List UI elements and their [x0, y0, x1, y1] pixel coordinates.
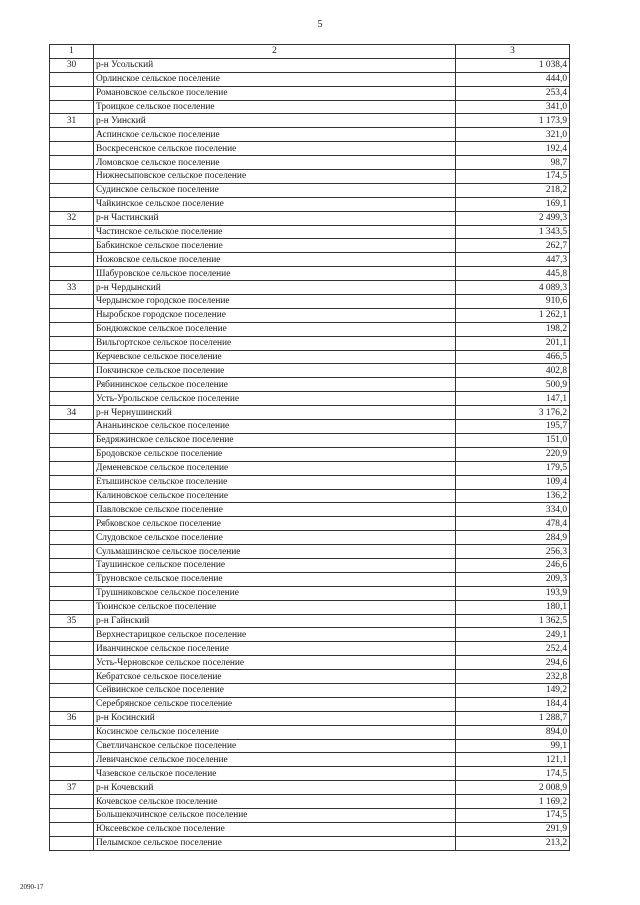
table-row: [50, 461, 570, 475]
table-row: [50, 572, 570, 586]
row-value: 500,9: [456, 378, 570, 392]
table-row: [50, 683, 570, 697]
row-number: [50, 725, 94, 739]
row-number: [50, 336, 94, 350]
row-number: 32: [50, 211, 94, 225]
table-row: [50, 406, 570, 420]
row-number: [50, 475, 94, 489]
table-row: [50, 128, 570, 142]
row-number: 31: [50, 114, 94, 128]
row-value: 99,1: [456, 739, 570, 753]
table-row: [50, 253, 570, 267]
row-name: Бедряжинское сельское поселение: [94, 433, 456, 447]
row-number: [50, 600, 94, 614]
row-value: 246,6: [456, 558, 570, 572]
table-row: [50, 183, 570, 197]
table-row: [50, 781, 570, 795]
table-row: [50, 489, 570, 503]
table-row: [50, 114, 570, 128]
row-number: [50, 100, 94, 114]
row-value: 445,8: [456, 267, 570, 281]
row-value: 894,0: [456, 725, 570, 739]
row-name: Светличанское сельское поселение: [94, 739, 456, 753]
row-name: Романовское сельское поселение: [94, 86, 456, 100]
row-value: 184,4: [456, 697, 570, 711]
row-number: [50, 531, 94, 545]
row-name: Судинское сельское поселение: [94, 183, 456, 197]
row-number: [50, 364, 94, 378]
table-row: [50, 225, 570, 239]
row-value: 1 362,5: [456, 614, 570, 628]
row-number: 36: [50, 711, 94, 725]
row-name: Рябковское сельское поселение: [94, 517, 456, 531]
table-row: [50, 197, 570, 211]
row-value: 1 288,7: [456, 711, 570, 725]
row-number: [50, 378, 94, 392]
row-number: [50, 683, 94, 697]
row-value: 147,1: [456, 392, 570, 406]
table-row: [50, 739, 570, 753]
row-number: [50, 392, 94, 406]
row-number: [50, 420, 94, 434]
row-name: Керчевское сельское поселение: [94, 350, 456, 364]
row-name: Верхнестарицкое сельское поселение: [94, 628, 456, 642]
row-number: [50, 447, 94, 461]
row-number: [50, 183, 94, 197]
row-name: Павловское сельское поселение: [94, 503, 456, 517]
row-number: [50, 808, 94, 822]
row-name: Кебратское сельское поселение: [94, 670, 456, 684]
row-value: 2 499,3: [456, 211, 570, 225]
row-name: Воскресенское сельское поселение: [94, 142, 456, 156]
row-value: 220,9: [456, 447, 570, 461]
row-name: Таушинское сельское поселение: [94, 558, 456, 572]
row-value: 284,9: [456, 531, 570, 545]
row-value: 447,3: [456, 253, 570, 267]
table-row: [50, 239, 570, 253]
row-number: [50, 517, 94, 531]
row-value: 256,3: [456, 545, 570, 559]
row-name: Сульмашинское сельское поселение: [94, 545, 456, 559]
header-col-3: 3: [456, 45, 570, 59]
table-row: [50, 767, 570, 781]
table-row: [50, 308, 570, 322]
row-value: 192,4: [456, 142, 570, 156]
table-row: [50, 628, 570, 642]
row-value: 179,5: [456, 461, 570, 475]
row-name: Шабуровское сельское поселение: [94, 267, 456, 281]
row-value: 195,7: [456, 420, 570, 434]
row-value: 478,4: [456, 517, 570, 531]
row-number: [50, 295, 94, 309]
row-value: 109,4: [456, 475, 570, 489]
table-row: [50, 364, 570, 378]
row-number: [50, 697, 94, 711]
row-number: [50, 308, 94, 322]
row-name: Бондюжское сельское поселение: [94, 322, 456, 336]
row-name: Усть-Урольское сельское поселение: [94, 392, 456, 406]
row-name: Ломовское сельское поселение: [94, 156, 456, 170]
row-number: [50, 433, 94, 447]
row-value: 193,9: [456, 586, 570, 600]
table-header-row: [50, 45, 570, 59]
row-number: [50, 350, 94, 364]
row-name: Кочевское сельское поселение: [94, 795, 456, 809]
row-name: Троицкое сельское поселение: [94, 100, 456, 114]
row-value: 174,5: [456, 808, 570, 822]
row-value: 1 169,2: [456, 795, 570, 809]
table-row: [50, 142, 570, 156]
row-name: р-н Усольский: [94, 58, 456, 72]
table-row: [50, 211, 570, 225]
row-value: 252,4: [456, 642, 570, 656]
row-number: [50, 142, 94, 156]
row-number: [50, 586, 94, 600]
row-number: [50, 822, 94, 836]
row-name: Чердынское городское поселение: [94, 295, 456, 309]
row-name: Ныробское городское поселение: [94, 308, 456, 322]
table-row: [50, 725, 570, 739]
row-number: [50, 170, 94, 184]
row-number: [50, 267, 94, 281]
row-name: Труновское сельское поселение: [94, 572, 456, 586]
row-name: Орлинское сельское поселение: [94, 72, 456, 86]
table-row: [50, 614, 570, 628]
row-name: Левичанское сельское поселение: [94, 753, 456, 767]
row-name: Слудовское сельское поселение: [94, 531, 456, 545]
table-row: [50, 267, 570, 281]
row-name: Иванчинское сельское поселение: [94, 642, 456, 656]
row-value: 151,0: [456, 433, 570, 447]
header-col-1: 1: [50, 45, 94, 59]
table-row: [50, 420, 570, 434]
row-name: Трушниковское сельское поселение: [94, 586, 456, 600]
row-number: [50, 656, 94, 670]
row-name: Покчинское сельское поселение: [94, 364, 456, 378]
row-name: Тюинское сельское поселение: [94, 600, 456, 614]
table-row: [50, 697, 570, 711]
row-name: Серебрянское сельское поселение: [94, 697, 456, 711]
row-value: 444,0: [456, 72, 570, 86]
table-row: [50, 58, 570, 72]
row-name: Чазевское сельское поселение: [94, 767, 456, 781]
row-value: 98,7: [456, 156, 570, 170]
table-row: [50, 86, 570, 100]
row-number: [50, 628, 94, 642]
row-name: Сейвинское сельское поселение: [94, 683, 456, 697]
row-name: Рябининское сельское поселение: [94, 378, 456, 392]
table-row: [50, 336, 570, 350]
row-value: 249,1: [456, 628, 570, 642]
row-name: Частинское сельское поселение: [94, 225, 456, 239]
row-name: Вильгортское сельское поселение: [94, 336, 456, 350]
row-number: [50, 558, 94, 572]
row-number: [50, 642, 94, 656]
row-number: [50, 128, 94, 142]
table-row: [50, 322, 570, 336]
table-row: [50, 795, 570, 809]
row-name: р-н Косинский: [94, 711, 456, 725]
row-value: 334,0: [456, 503, 570, 517]
row-value: 209,3: [456, 572, 570, 586]
row-value: 149,2: [456, 683, 570, 697]
row-number: 34: [50, 406, 94, 420]
row-name: р-н Кочевский: [94, 781, 456, 795]
row-number: [50, 836, 94, 850]
row-number: [50, 753, 94, 767]
table-row: [50, 586, 570, 600]
row-value: 174,5: [456, 767, 570, 781]
table-row: [50, 281, 570, 295]
row-value: 218,2: [456, 183, 570, 197]
allocation-table: [49, 44, 570, 851]
row-value: 294,6: [456, 656, 570, 670]
row-value: 232,8: [456, 670, 570, 684]
row-value: 1 343,5: [456, 225, 570, 239]
header-col-2: 2: [94, 45, 456, 59]
row-value: 253,4: [456, 86, 570, 100]
row-value: 1 038,4: [456, 58, 570, 72]
row-value: 402,8: [456, 364, 570, 378]
row-number: [50, 489, 94, 503]
row-number: [50, 239, 94, 253]
table-row: [50, 822, 570, 836]
table-row: [50, 170, 570, 184]
row-name: р-н Частинский: [94, 211, 456, 225]
table-row: [50, 558, 570, 572]
row-number: 33: [50, 281, 94, 295]
row-value: 174,5: [456, 170, 570, 184]
row-name: Пелымское сельское поселение: [94, 836, 456, 850]
row-value: 262,7: [456, 239, 570, 253]
table-row: [50, 433, 570, 447]
row-number: [50, 767, 94, 781]
row-name: р-н Гайнский: [94, 614, 456, 628]
table-row: [50, 475, 570, 489]
row-value: 201,1: [456, 336, 570, 350]
row-name: Большекочинское сельское поселение: [94, 808, 456, 822]
table-row: [50, 531, 570, 545]
row-value: 321,0: [456, 128, 570, 142]
row-value: 466,5: [456, 350, 570, 364]
table-row: [50, 836, 570, 850]
row-name: Косинское сельское поселение: [94, 725, 456, 739]
page-number: 5: [317, 19, 323, 30]
row-value: 341,0: [456, 100, 570, 114]
table-row: [50, 808, 570, 822]
row-name: Нижнесыповское сельское поселение: [94, 170, 456, 184]
row-number: [50, 572, 94, 586]
row-number: 37: [50, 781, 94, 795]
row-value: 1 262,1: [456, 308, 570, 322]
row-number: [50, 86, 94, 100]
table-row: [50, 656, 570, 670]
row-name: Бабкинское сельское поселение: [94, 239, 456, 253]
row-number: [50, 322, 94, 336]
row-value: 291,9: [456, 822, 570, 836]
row-number: [50, 545, 94, 559]
row-number: [50, 72, 94, 86]
row-number: [50, 225, 94, 239]
table-row: [50, 350, 570, 364]
row-number: 35: [50, 614, 94, 628]
row-name: Усть-Черновское сельское поселение: [94, 656, 456, 670]
row-value: 121,1: [456, 753, 570, 767]
row-name: Юксеевское сельское поселение: [94, 822, 456, 836]
table-row: [50, 72, 570, 86]
table-row: [50, 711, 570, 725]
row-number: [50, 670, 94, 684]
row-name: Етышинское сельское поселение: [94, 475, 456, 489]
row-number: [50, 795, 94, 809]
row-value: 198,2: [456, 322, 570, 336]
row-number: 30: [50, 58, 94, 72]
table-row: [50, 378, 570, 392]
table-row: [50, 600, 570, 614]
row-value: 3 176,2: [456, 406, 570, 420]
table-row: [50, 156, 570, 170]
table-row: [50, 100, 570, 114]
row-name: Чайкинское сельское поселение: [94, 197, 456, 211]
row-name: Деменевское сельское поселение: [94, 461, 456, 475]
row-name: р-н Чердынский: [94, 281, 456, 295]
row-number: [50, 156, 94, 170]
row-number: [50, 253, 94, 267]
table-row: [50, 642, 570, 656]
table-row: [50, 295, 570, 309]
row-value: 169,1: [456, 197, 570, 211]
row-value: 136,2: [456, 489, 570, 503]
table-row: [50, 503, 570, 517]
table-row: [50, 392, 570, 406]
row-name: Бродовское сельское поселение: [94, 447, 456, 461]
row-value: 910,6: [456, 295, 570, 309]
row-value: 1 173,9: [456, 114, 570, 128]
table-row: [50, 753, 570, 767]
row-value: 2 008,9: [456, 781, 570, 795]
row-number: [50, 197, 94, 211]
row-number: [50, 503, 94, 517]
table-row: [50, 545, 570, 559]
row-name: Ананьинское сельское поселение: [94, 420, 456, 434]
table-row: [50, 670, 570, 684]
row-name: Ножовское сельское поселение: [94, 253, 456, 267]
row-number: [50, 461, 94, 475]
row-name: Аспинское сельское поселение: [94, 128, 456, 142]
row-value: 4 089,3: [456, 281, 570, 295]
row-name: р-н Уинский: [94, 114, 456, 128]
table-row: [50, 447, 570, 461]
row-value: 180,1: [456, 600, 570, 614]
row-number: [50, 739, 94, 753]
row-name: Калиновское сельское поселение: [94, 489, 456, 503]
row-name: р-н Чернушинский: [94, 406, 456, 420]
row-value: 213,2: [456, 836, 570, 850]
table-row: [50, 517, 570, 531]
footer-document-code: 2090-17: [20, 883, 44, 891]
